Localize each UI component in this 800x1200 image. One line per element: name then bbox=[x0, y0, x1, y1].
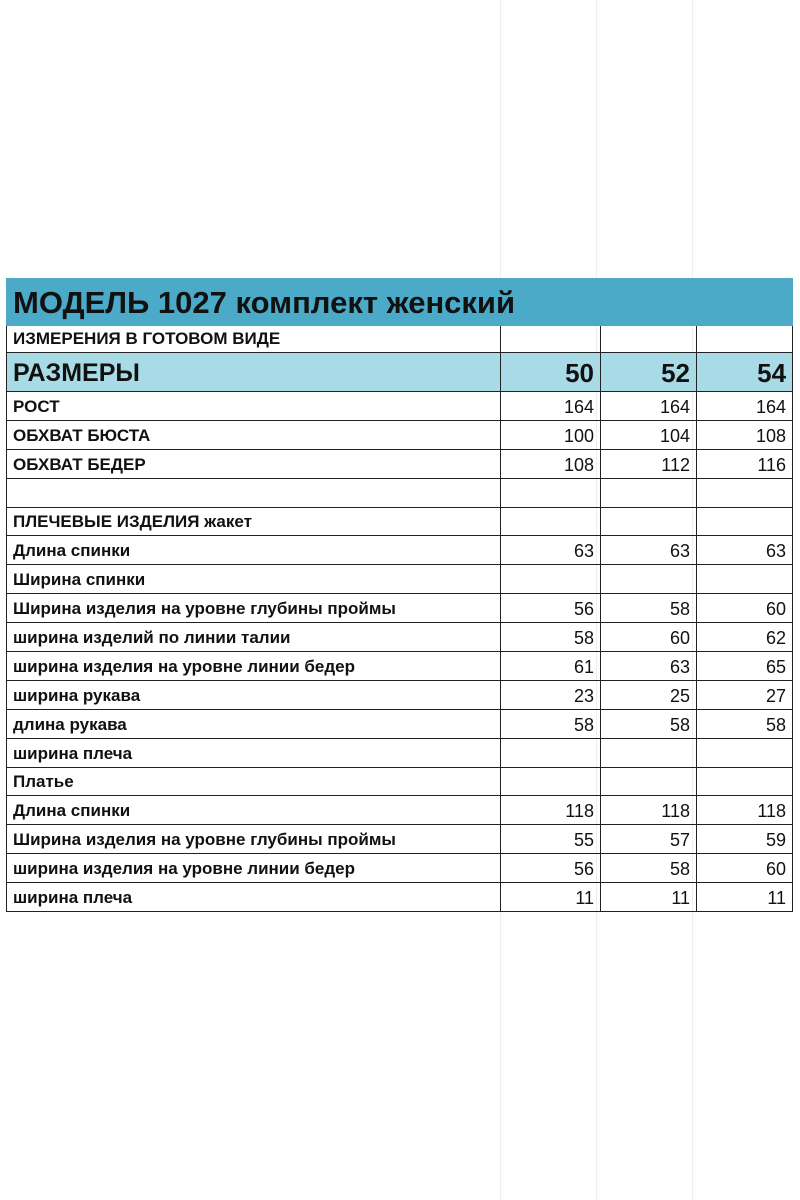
table-row bbox=[7, 478, 793, 507]
row-label[interactable]: ширина изделий по линии талии bbox=[7, 623, 501, 652]
value-cell[interactable]: 112 bbox=[601, 449, 697, 478]
value-cell[interactable] bbox=[501, 565, 601, 594]
value-cell[interactable]: 56 bbox=[501, 594, 601, 623]
value-cell[interactable] bbox=[697, 738, 793, 767]
value-cell[interactable]: 11 bbox=[601, 883, 697, 912]
value-cell[interactable]: 164 bbox=[697, 392, 793, 421]
value-cell[interactable]: 104 bbox=[601, 420, 697, 449]
value-cell[interactable]: 60 bbox=[697, 594, 793, 623]
value-cell[interactable] bbox=[601, 507, 697, 536]
value-cell[interactable] bbox=[501, 478, 601, 507]
value-cell[interactable]: 55 bbox=[501, 825, 601, 854]
table-row bbox=[7, 738, 793, 767]
value-cell[interactable]: 58 bbox=[697, 709, 793, 738]
table-row bbox=[7, 594, 793, 623]
row-label[interactable]: ПЛЕЧЕВЫЕ ИЗДЕЛИЯ жакет bbox=[7, 507, 501, 536]
value-cell[interactable]: 25 bbox=[601, 680, 697, 709]
table-row bbox=[7, 392, 793, 421]
empty-cell[interactable] bbox=[501, 326, 601, 353]
value-cell[interactable]: 58 bbox=[501, 709, 601, 738]
value-cell[interactable]: 108 bbox=[697, 420, 793, 449]
table-row bbox=[7, 565, 793, 594]
table-row bbox=[7, 709, 793, 738]
table-row bbox=[7, 680, 793, 709]
value-cell[interactable]: 27 bbox=[697, 680, 793, 709]
value-cell[interactable]: 61 bbox=[501, 652, 601, 681]
table-row bbox=[7, 825, 793, 854]
row-label[interactable]: Длина спинки bbox=[7, 536, 501, 565]
row-label[interactable]: РОСТ bbox=[7, 392, 501, 421]
sizes-label[interactable]: РАЗМЕРЫ bbox=[7, 353, 501, 392]
row-label[interactable]: ширина плеча bbox=[7, 883, 501, 912]
value-cell[interactable]: 58 bbox=[601, 594, 697, 623]
row-label[interactable]: Ширина изделия на уровне глубины проймы bbox=[7, 825, 501, 854]
value-cell[interactable]: 57 bbox=[601, 825, 697, 854]
row-label[interactable]: ширина плеча bbox=[7, 738, 501, 767]
size-header-50[interactable]: 50 bbox=[501, 353, 601, 392]
value-cell[interactable]: 116 bbox=[697, 449, 793, 478]
row-label[interactable]: ширина изделия на уровне линии бедер bbox=[7, 652, 501, 681]
sizes-header-row bbox=[7, 353, 793, 392]
table-row bbox=[7, 767, 793, 796]
table-row bbox=[7, 507, 793, 536]
value-cell[interactable] bbox=[601, 478, 697, 507]
empty-cell[interactable] bbox=[697, 326, 793, 353]
row-label[interactable] bbox=[7, 478, 501, 507]
empty-cell[interactable] bbox=[601, 326, 697, 353]
value-cell[interactable]: 118 bbox=[697, 796, 793, 825]
value-cell[interactable]: 23 bbox=[501, 680, 601, 709]
value-cell[interactable]: 58 bbox=[501, 623, 601, 652]
value-cell[interactable]: 63 bbox=[601, 652, 697, 681]
row-label[interactable]: ширина изделия на уровне линии бедер bbox=[7, 854, 501, 883]
row-label[interactable]: длина рукава bbox=[7, 709, 501, 738]
size-chart-table bbox=[6, 278, 793, 912]
table-row bbox=[7, 449, 793, 478]
value-cell[interactable]: 56 bbox=[501, 854, 601, 883]
value-cell[interactable]: 60 bbox=[601, 623, 697, 652]
row-label[interactable]: Платье bbox=[7, 767, 501, 796]
value-cell[interactable] bbox=[501, 507, 601, 536]
value-cell[interactable] bbox=[601, 767, 697, 796]
value-cell[interactable]: 11 bbox=[697, 883, 793, 912]
value-cell[interactable]: 164 bbox=[601, 392, 697, 421]
row-label[interactable]: Ширина спинки bbox=[7, 565, 501, 594]
value-cell[interactable]: 11 bbox=[501, 883, 601, 912]
table-row bbox=[7, 796, 793, 825]
value-cell[interactable]: 58 bbox=[601, 709, 697, 738]
value-cell[interactable]: 63 bbox=[501, 536, 601, 565]
table-title[interactable]: МОДЕЛЬ 1027 комплект женский bbox=[7, 279, 793, 326]
value-cell[interactable] bbox=[501, 738, 601, 767]
row-label[interactable]: ОБХВАТ БЕДЕР bbox=[7, 449, 501, 478]
value-cell[interactable] bbox=[697, 767, 793, 796]
table-row bbox=[7, 883, 793, 912]
subtitle-cell[interactable]: ИЗМЕРЕНИЯ В ГОТОВОМ ВИДЕ bbox=[7, 326, 501, 353]
value-cell[interactable] bbox=[697, 478, 793, 507]
value-cell[interactable]: 63 bbox=[601, 536, 697, 565]
value-cell[interactable] bbox=[697, 565, 793, 594]
table-row bbox=[7, 420, 793, 449]
value-cell[interactable]: 118 bbox=[501, 796, 601, 825]
value-cell[interactable]: 118 bbox=[601, 796, 697, 825]
size-header-52[interactable]: 52 bbox=[601, 353, 697, 392]
value-cell[interactable]: 59 bbox=[697, 825, 793, 854]
value-cell[interactable]: 60 bbox=[697, 854, 793, 883]
value-cell[interactable] bbox=[601, 565, 697, 594]
spreadsheet-sheet bbox=[0, 270, 800, 930]
table-row bbox=[7, 536, 793, 565]
value-cell[interactable] bbox=[601, 738, 697, 767]
value-cell[interactable] bbox=[501, 767, 601, 796]
value-cell[interactable]: 108 bbox=[501, 449, 601, 478]
row-label[interactable]: Ширина изделия на уровне глубины проймы bbox=[7, 594, 501, 623]
value-cell[interactable] bbox=[697, 507, 793, 536]
value-cell[interactable]: 58 bbox=[601, 854, 697, 883]
table-row bbox=[7, 652, 793, 681]
value-cell[interactable]: 65 bbox=[697, 652, 793, 681]
row-label[interactable]: ОБХВАТ БЮСТА bbox=[7, 420, 501, 449]
table-row bbox=[7, 623, 793, 652]
table-row bbox=[7, 854, 793, 883]
row-label[interactable]: ширина рукава bbox=[7, 680, 501, 709]
row-label[interactable]: Длина спинки bbox=[7, 796, 501, 825]
value-cell[interactable]: 62 bbox=[697, 623, 793, 652]
value-cell[interactable]: 63 bbox=[697, 536, 793, 565]
subtitle-row bbox=[7, 326, 793, 353]
size-header-54[interactable]: 54 bbox=[697, 353, 793, 392]
title-row bbox=[7, 279, 793, 326]
value-cell[interactable]: 164 bbox=[501, 392, 601, 421]
value-cell[interactable]: 100 bbox=[501, 420, 601, 449]
